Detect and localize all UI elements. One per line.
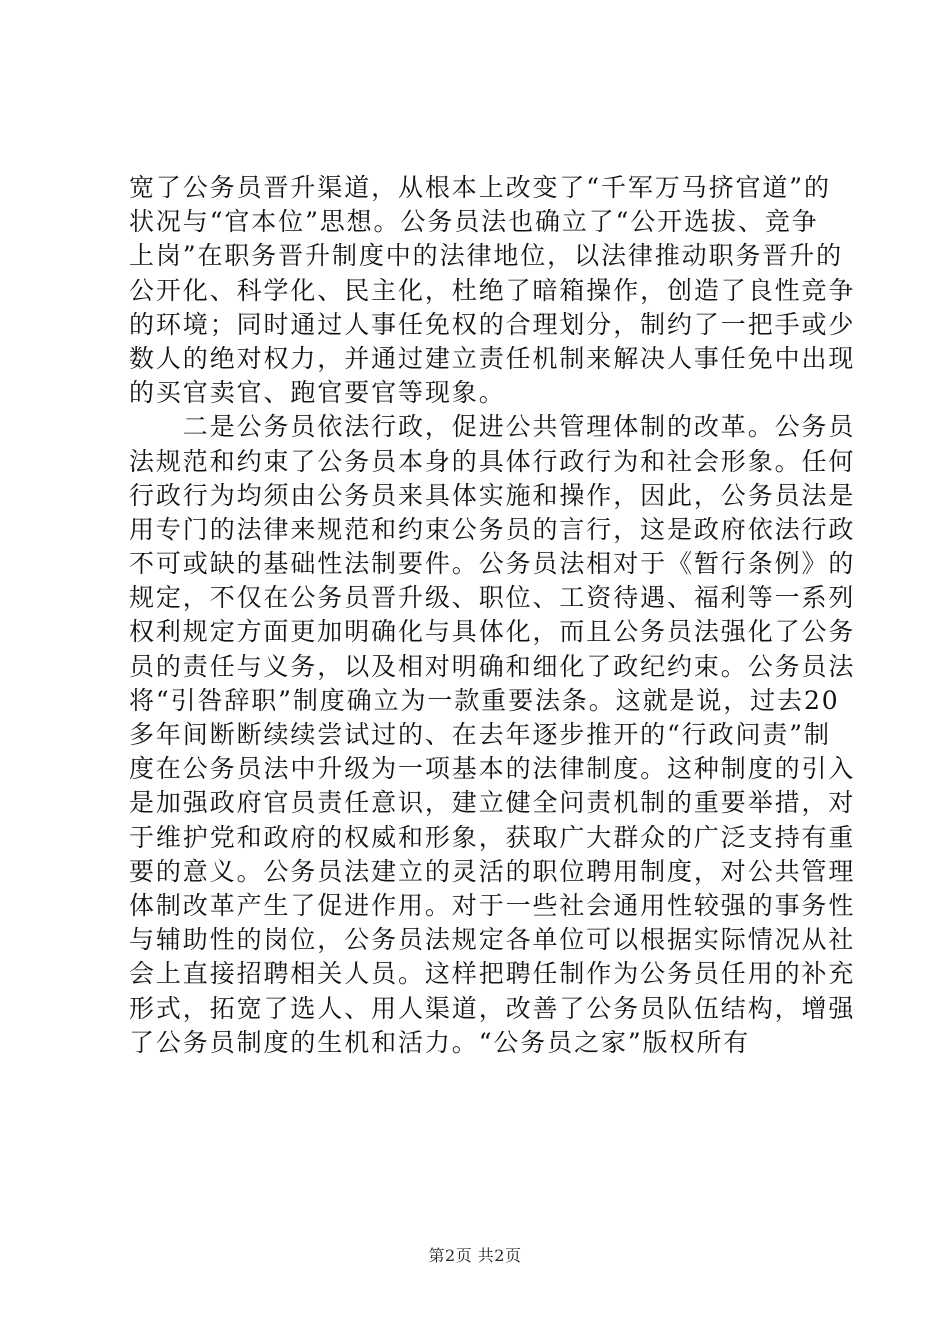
text-line: 权利规定方面更加明确化与具体化，而且公务员法强化了公务 (129, 617, 856, 647)
text-line: 将“引咎辞职”制度确立为一款重要法条。这就是说，过去20 (129, 685, 840, 715)
text-line: 于维护党和政府的权威和形象，获取广大群众的广泛支持有重 (129, 822, 856, 852)
text-line: 宽了公务员晋升渠道，从根本上改变了“千军万马挤官道”的 (129, 173, 831, 202)
text-line: 状况与“官本位”思想。公务员法也确立了“公开选拔、竞争 (129, 207, 819, 237)
text-line: 二是公务员依法行政，促进公共管理体制的改革。公务员 (129, 412, 856, 442)
page-number-footer: 第2页 共2页 (428, 1246, 522, 1265)
text-line: 用专门的法律来规范和约束公务员的言行，这是政府依法行政 (129, 514, 856, 544)
text-line: 的买官卖官、跑官要官等现象。 (129, 378, 506, 408)
text-line: 度在公务员法中升级为一项基本的法律制度。这种制度的引入 (129, 754, 856, 784)
text-line: 的环境；同时通过人事任免权的合理划分，制约了一把手或少 (129, 309, 856, 339)
text-line: 了公务员制度的生机和活力。“公务员之家”版权所有 (129, 1027, 751, 1057)
text-line: 数人的绝对权力，并通过建立责任机制来解决人事任免中出现 (129, 343, 856, 373)
text-line: 法规范和约束了公务员本身的具体行政行为和社会形象。任何 (129, 446, 856, 476)
text-line: 公开化、科学化、民主化，杜绝了暗箱操作，创造了良性竞争 (129, 275, 856, 305)
text-line: 行政行为均须由公务员来具体实施和操作，因此，公务员法是 (129, 480, 856, 510)
text-line: 规定，不仅在公务员晋升级、职位、工资待遇、福利等一系列 (129, 583, 856, 613)
text-line: 会上直接招聘相关人员。这样把聘任制作为公务员任用的补充 (129, 959, 856, 989)
text-line: 是加强政府官员责任意识，建立健全问责机制的重要举措，对 (129, 788, 856, 818)
text-line: 员的责任与义务，以及相对明确和细化了政纪约束。公务员法 (129, 651, 856, 681)
text-line: 多年间断断续续尝试过的、在去年逐步推开的“行政问责”制 (129, 720, 831, 749)
text-line: 与辅助性的岗位，公务员法规定各单位可以根据实际情况从社 (129, 925, 856, 955)
text-line: 要的意义。公务员法建立的灵活的职位聘用制度，对公共管理 (129, 856, 856, 886)
text-line: 上岗”在职务晋升制度中的法律地位，以法律推动职务晋升的 (129, 241, 844, 271)
body-text (129, 171, 856, 1060)
text-line: 形式，拓宽了选人、用人渠道，改善了公务员队伍结构，增强 (129, 993, 856, 1023)
text-line: 不可或缺的基础性法制要件。公务员法相对于《暂行条例》的 (129, 549, 856, 579)
text-line: 体制改革产生了促进作用。对于一些社会通用性较强的事务性 (129, 890, 856, 920)
